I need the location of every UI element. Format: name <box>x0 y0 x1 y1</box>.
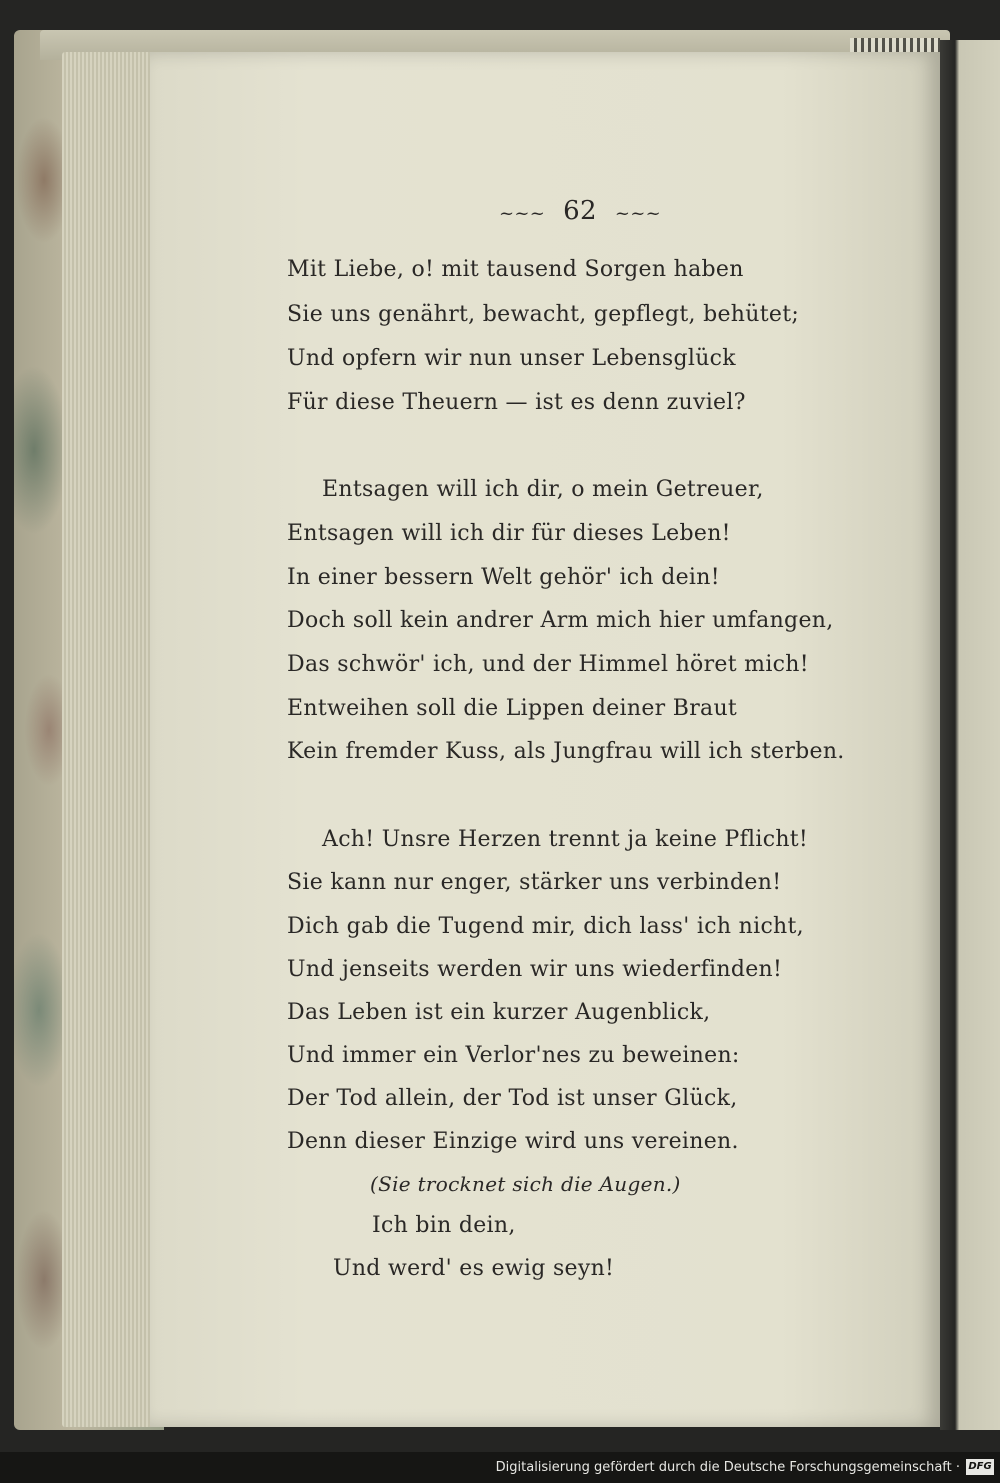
verse-line: Entsagen will ich dir, o mein Getreuer, <box>322 477 764 502</box>
closing-line: Und werd' es ewig seyn! <box>333 1256 615 1281</box>
verse-line: Kein fremder Kuss, als Jungfrau will ich sterben. <box>287 739 845 764</box>
verse-line: Und jenseits werden wir uns wiederfinden! <box>287 957 783 982</box>
verse-line: Sie uns genährt, bewacht, gepflegt, behütet; <box>287 302 800 327</box>
verse-line: Das schwör' ich, und der Himmel höret mich! <box>287 652 809 677</box>
verse-line: Mit Liebe, o! mit tausend Sorgen haben <box>287 257 744 282</box>
verse-line: In einer bessern Welt gehör' ich dein! <box>287 565 720 590</box>
verse-line: Für diese Theuern — ist es denn zuviel? <box>287 390 746 415</box>
verse-line: Doch soll kein andrer Arm mich hier umfangen, <box>287 608 834 633</box>
verse-line: Dich gab die Tugend mir, dich lass' ich nicht, <box>287 914 804 939</box>
verse-line: Entweihen soll die Lippen deiner Braut <box>287 696 738 721</box>
ornament-right: ~~~ <box>614 203 661 224</box>
facing-page-edge <box>940 40 1000 1430</box>
verse-line: Und immer ein Verlor'nes zu beweinen: <box>287 1043 740 1068</box>
dfg-logo: DFG <box>966 1459 994 1475</box>
ornament-left: ~~~ <box>499 203 546 224</box>
verse-line: Denn dieser Einzige wird uns vereinen. <box>287 1129 739 1154</box>
verse-line: Sie kann nur enger, stärker uns verbinden! <box>287 870 782 895</box>
verse-line: Der Tod allein, der Tod ist unser Glück, <box>287 1086 738 1111</box>
closing-line: Ich bin dein, <box>372 1213 516 1238</box>
footer-bar <box>0 1452 1000 1483</box>
verse-line: Und opfern wir nun unser Lebensglück <box>287 346 736 371</box>
verse-line: Ach! Unsre Herzen trennt ja keine Pflicht! <box>322 827 809 852</box>
verse-line: Entsagen will ich dir für dieses Leben! <box>287 521 731 546</box>
digitization-credit: Digitalisierung gefördert durch die Deutsche Forschungsgemeinschaft · <box>495 1460 960 1475</box>
verse-line: Das Leben ist ein kurzer Augenblick, <box>287 1000 711 1025</box>
stage-direction: (Sie trocknet sich die Augen.) <box>370 1172 681 1196</box>
page-number: 62 <box>563 196 597 226</box>
page-header <box>470 196 690 236</box>
